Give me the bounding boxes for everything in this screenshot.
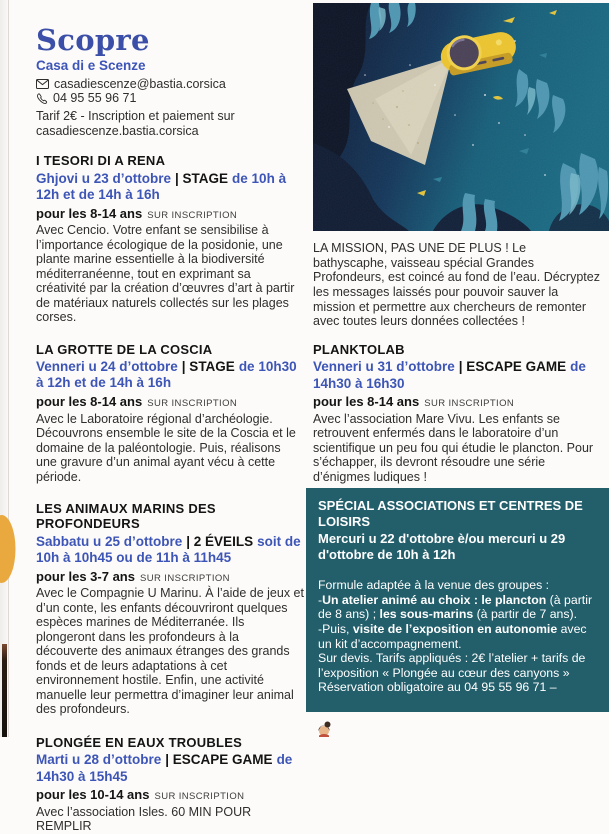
special-box-item-workshop [318, 593, 596, 622]
workshop-option-separator: (à partir de 8 ans) ; [318, 592, 593, 622]
workshop-option-plankton: Un atelier animé au choix : le plancton [322, 592, 547, 607]
tariff-text: Tarif 2€ - Inscription et paiement sur casadiescenze.bastia.corsica [36, 109, 235, 138]
event-block [36, 501, 304, 717]
event-audience: pour les 10-14 ans [36, 787, 150, 802]
phone-line [36, 91, 304, 106]
workshop-option-age: (à partir de 7 ans). [473, 607, 578, 622]
event-description: Avec le Compagnie U Marinu. À l’aide de jeux et d’un conte, les enfants découvriront quelques espèces marines de Méditerranée. Ils plongeront dans les profondeurs à la découverte des animaux étranges des grands fonds et de leurs adaptations à cet environnement hostile. Enfin, une activité manuelle leur permettra d’imaginer leur animal des profondeurs. [36, 586, 304, 717]
venue-name: Casa di e Scenze [36, 57, 146, 73]
event-audience: pour les 3-7 ans [36, 568, 135, 584]
event-type: | ESCAPE GAME [165, 752, 273, 768]
event-date: Venneri u 24 d’ottobre [36, 359, 178, 375]
event-type: | 2 ÉVEILS [186, 533, 254, 549]
event-title: LES ANIMAUX MARINS DES PROFONDEURS [36, 501, 216, 532]
mission-paragraph: LA MISSION, PAS UNE DE PLUS ! Le bathyscaphe, vaisseau spécial Grandes Profondeurs, est coincé au fond de l’eau. Décryptez les messages laissés pour pouvoir sauver la mission et permettre aux chercheurs de remonter avec toutes leurs données collectées ! [313, 241, 600, 329]
event-time: de 14h30 à 16h30 [313, 359, 586, 391]
page-left-edge-line [8, 0, 9, 737]
event-audience-line [36, 394, 304, 410]
event-time: soit de 10h à 10h45 ou de 11h à 11h45 [36, 533, 301, 566]
event-date-line [36, 534, 304, 567]
visit-suffix: avec un kit d’accompagnement. [318, 621, 587, 651]
workshop-option-submarines: les sous-marins [379, 607, 474, 622]
event-time: de 14h30 à 15h45 [36, 752, 293, 784]
event-audience-line [36, 787, 304, 803]
phone-icon [36, 93, 48, 105]
visit-bold: visite de l’exposition en autonomie [352, 621, 558, 636]
event-audience-line [36, 206, 304, 222]
envelope-icon [36, 79, 49, 89]
event-title: I TESORI DI A RENA [36, 153, 166, 169]
right-column [313, 3, 609, 484]
special-box-title: SPÉCIAL ASSOCIATIONS ET CENTRES DE LOISIRS [318, 498, 583, 530]
adjacent-page-photo-edge [2, 644, 7, 737]
event-audience: pour les 8-14 ans [36, 205, 143, 221]
event-audience-line [36, 569, 304, 585]
email-line [36, 77, 304, 92]
event-audience: pour les 8-14 ans [36, 393, 143, 409]
event-date: Marti u 28 d’ottobre [36, 752, 162, 768]
event-type: | STAGE [175, 170, 229, 186]
event-description: Avec l’association Isles. 60 MIN POUR REMPLIR [36, 804, 252, 834]
tiny-character-illustration [315, 720, 333, 737]
event-date: Sabbatu u 25 d’ottobre [36, 533, 183, 549]
email-text: casadiescenze@bastia.corsica [54, 76, 226, 91]
event-date: Venneri u 31 d’ottobre [313, 359, 455, 375]
event-type: | ESCAPE GAME [458, 359, 567, 375]
event-time: de 10h30 à 12h et de 14h à 16h [36, 359, 297, 391]
event-audience-line [313, 394, 602, 410]
event-block [313, 342, 602, 484]
inscription-label: SUR INSCRIPTION [424, 398, 515, 410]
event-title: LA GROTTE DE LA COSCIA [36, 341, 213, 357]
inscription-label: SUR INSCRIPTION [154, 791, 245, 802]
special-box-dates: Mercuri u 22 d'ottobre è/ou mercuri u 29 d'ottobre de 10h à 12h [318, 530, 566, 562]
bathyscaphe-underwater-illustration [313, 3, 609, 231]
phone-text: 04 95 55 96 71 [53, 91, 137, 106]
inscription-label: SUR INSCRIPTION [139, 572, 230, 584]
event-description: Avec l’association Mare Vivu. Les enfants se retrouvent enfermés dans le laboratoire d’un scientifique un peu fou qui étudie le plancton. Pour s’échapper, ils devront résoudre une série d’énigmes ludiques ! [313, 411, 594, 484]
event-date-line [36, 359, 304, 392]
event-block [36, 342, 304, 484]
event-title: PLANKTOLAB [313, 341, 405, 357]
visit-prefix: -Puis, [318, 621, 353, 636]
event-date-line [36, 171, 304, 204]
event-description: Avec le Laboratoire régional d’archéologie. Découvrons ensemble le site de la Coscia et le domaine de la paléontologie. Puis, réalisons une gravure d’un animal ayant vécu à cette période. [36, 411, 296, 484]
page-title: Scopre [36, 23, 150, 57]
special-associations-box [306, 488, 609, 712]
special-box-intro: Formule adaptée à la venue des groupes : [318, 578, 550, 592]
page-left-edge-shade [0, 0, 8, 737]
event-date-line [313, 359, 602, 392]
special-box-pricing: Sur devis. Tarifs appliqués : 2€ l’atelier + tarifs de l’exposition « Plongée au cœur des canyons » [318, 651, 586, 680]
special-box-body [318, 578, 596, 695]
event-block [36, 735, 304, 834]
left-column [36, 23, 304, 834]
orange-circle-bleed [0, 515, 16, 583]
event-date-line [36, 752, 304, 785]
dash: - [318, 592, 323, 607]
event-audience: pour les 8-14 ans [313, 394, 420, 410]
event-title: PLONGÉE EN EAUX TROUBLES [36, 734, 243, 750]
event-date: Ghjovi u 23 d’ottobre [36, 170, 172, 186]
event-time: de 10h à 12h et de 14h à 16h [36, 170, 287, 203]
inscription-label: SUR INSCRIPTION [147, 209, 238, 221]
event-description: Avec Cencio. Votre enfant se sensibilise à l’importance écologique de la posidonie, une plante marine essentielle à la biodiversité méditerranéenne, tout en exprimant sa créativité par la création d’œuvres d’art à partir de matériaux naturels collectés sur les plages corses. [36, 223, 295, 325]
event-block [36, 153, 304, 324]
special-box-reservation: Réservation obligatoire au 04 95 55 96 71 – [318, 680, 557, 695]
special-box-item-visit [318, 622, 596, 651]
inscription-label: SUR INSCRIPTION [147, 397, 238, 409]
event-type: | STAGE [181, 359, 235, 375]
